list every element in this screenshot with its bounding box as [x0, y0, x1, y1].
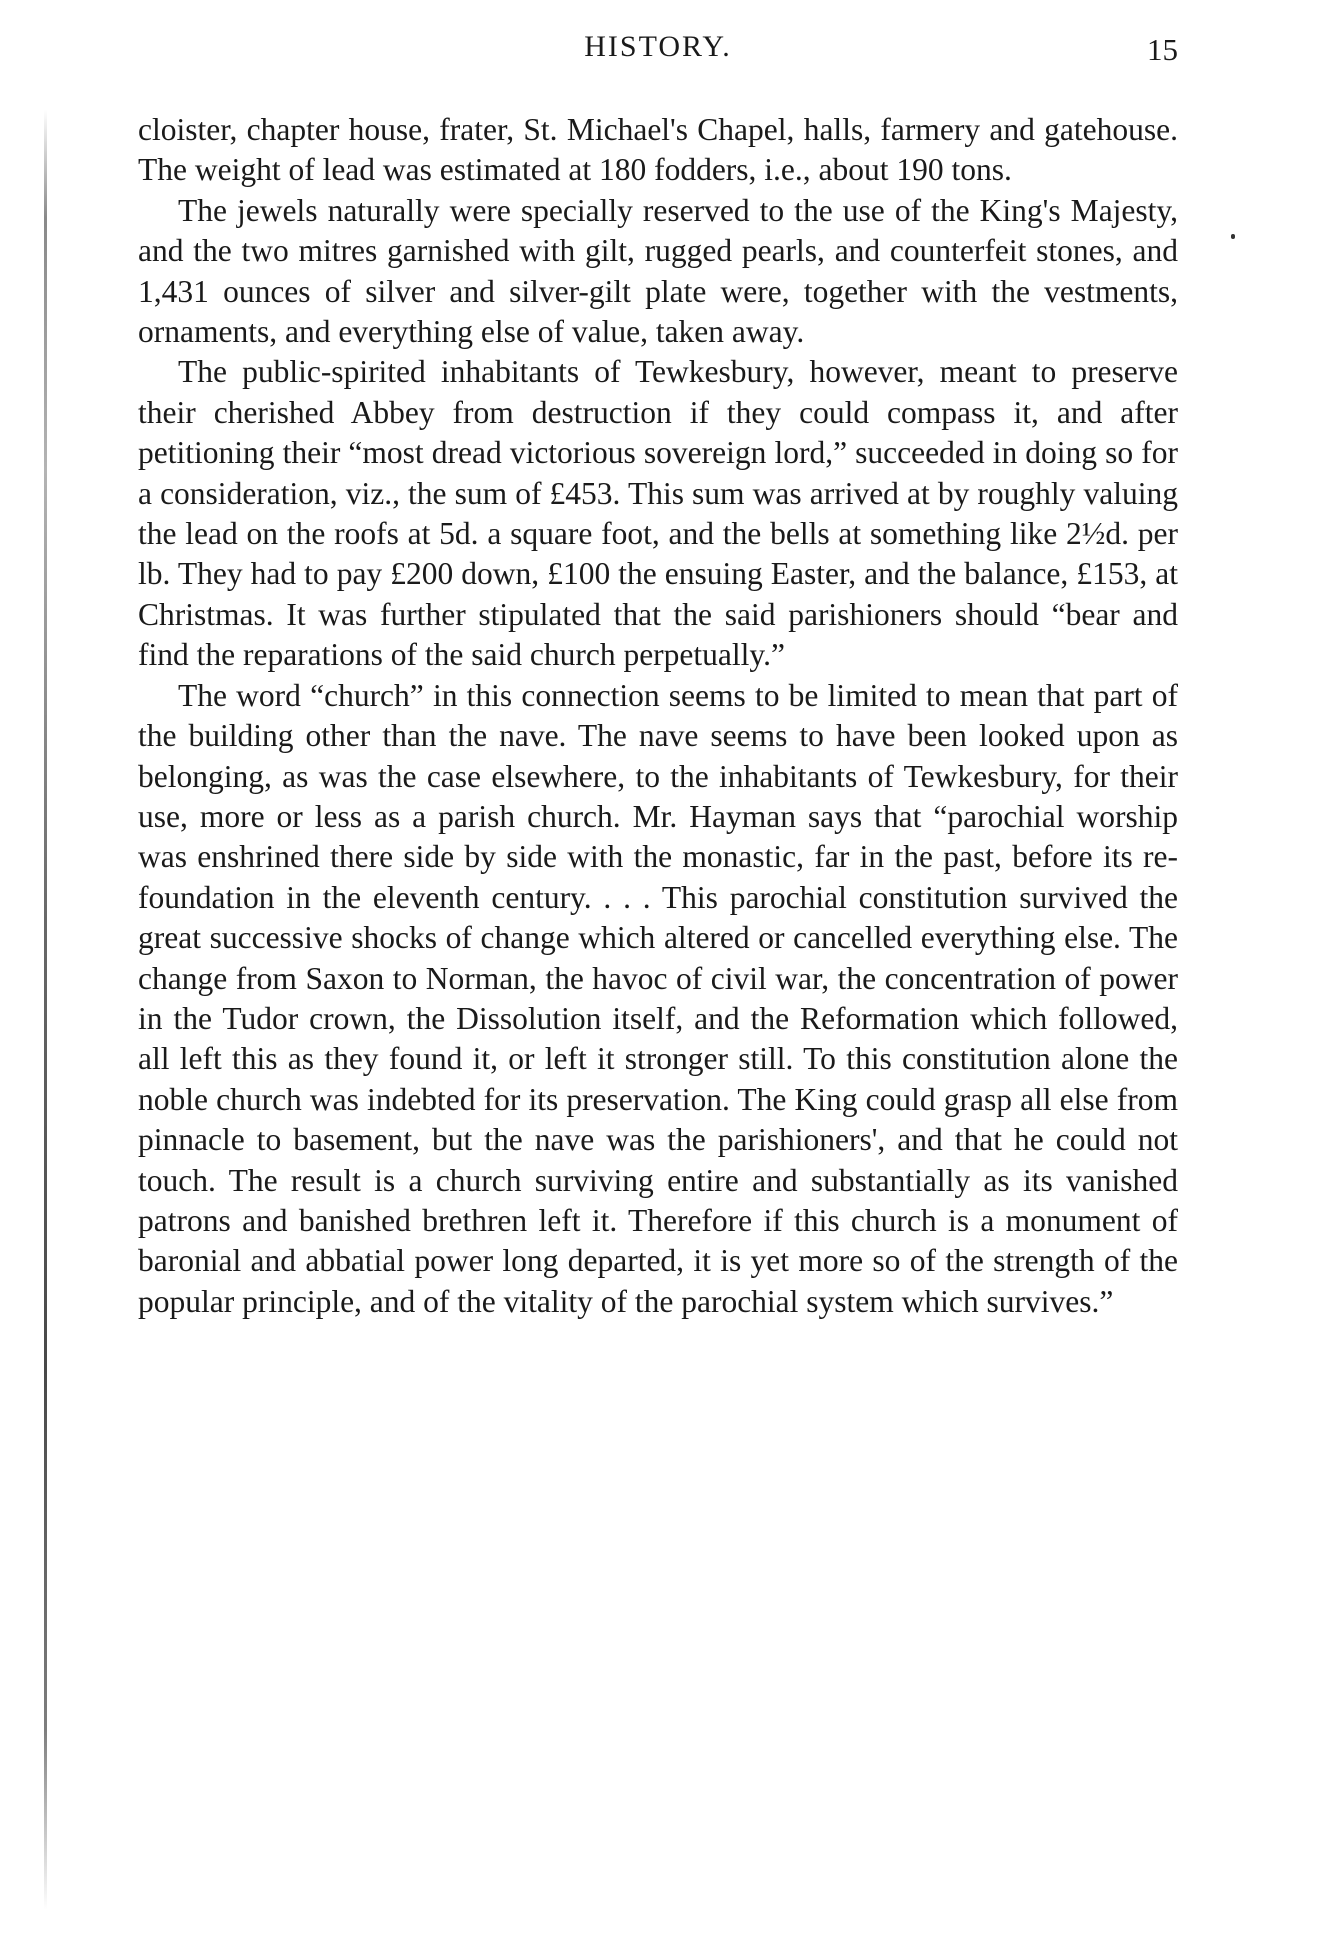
paragraph-church-nave: The word “church” in this connection seems to be limited to mean that part of the building other than the nave. The nave seems to have been looked upon as belonging, as was the case elsewhere, to the inhabitants of Tewkesbury, for their use, more or less as a parish church. Mr. Hayman says that “parochial worship was enshrined there side by side with the monastic, far in the past, before its re-foundation in the eleventh century. . . . This parochial constitution survived the great successive shocks of change which altered or cancelled everything else. The change from Saxon to Norman, the havoc of civil war, the concentration of power in the Tudor crown, the Dissolution itself, and the Reformation which followed, all left this as they found it, or left it stronger still. To this constitution alone the noble church was indebted for its preservation. The King could grasp all else from pinnacle to basement, but the nave was the parishioners', and that he could not touch. The result is a church surviving entire and substantially as its vanished patrons and banished brethren left it. Therefore if this church is a monument of baronial and abbatial power long departed, it is yet more so of the strength of the popular principle, and of the vitality of the parochial system which survives.” [138, 677, 1178, 1319]
binding-shadow [44, 110, 47, 1910]
paragraph-inhabitants: The public-spirited inhabitants of Tewkesbury, however, meant to preserve their cherished Abbey from destruction if they could compass it, and after petitioning their “most dread victorious sovereign lord,” succeeded in doing so for a consideration, viz., the sum of £453. This sum was arrived at by roughly valuing the lead on the roofs at 5d. a square foot, and the bells at something like 2½d. per lb. They had to pay £200 down, £100 the ensuing Easter, and the balance, £153, at Christmas. It was further stipulated that the said parishioners should “bear and find the reparations of the said church perpetually.” [138, 354, 1178, 673]
paragraph-continued: cloister, chapter house, frater, St. Michael's Chapel, halls, farmery and gatehouse. The weight of lead was estimated at 180 fodders, i.e., about 190 tons. [138, 112, 1178, 188]
running-title: HISTORY. [584, 30, 732, 63]
paragraph-jewels: The jewels naturally were specially reserved to the use of the King's Majesty, and the two mitres garnished with gilt, rugged pearls, and counterfeit stones, and 1,431 ounces of silver and silver-gilt plate were, together with the vestments, ornaments, and everything else of value, taken away. [138, 192, 1178, 350]
ink-speck [1231, 234, 1235, 239]
page-number: 15 [1147, 32, 1178, 67]
body-text [138, 110, 1178, 1322]
running-head [138, 30, 1178, 78]
